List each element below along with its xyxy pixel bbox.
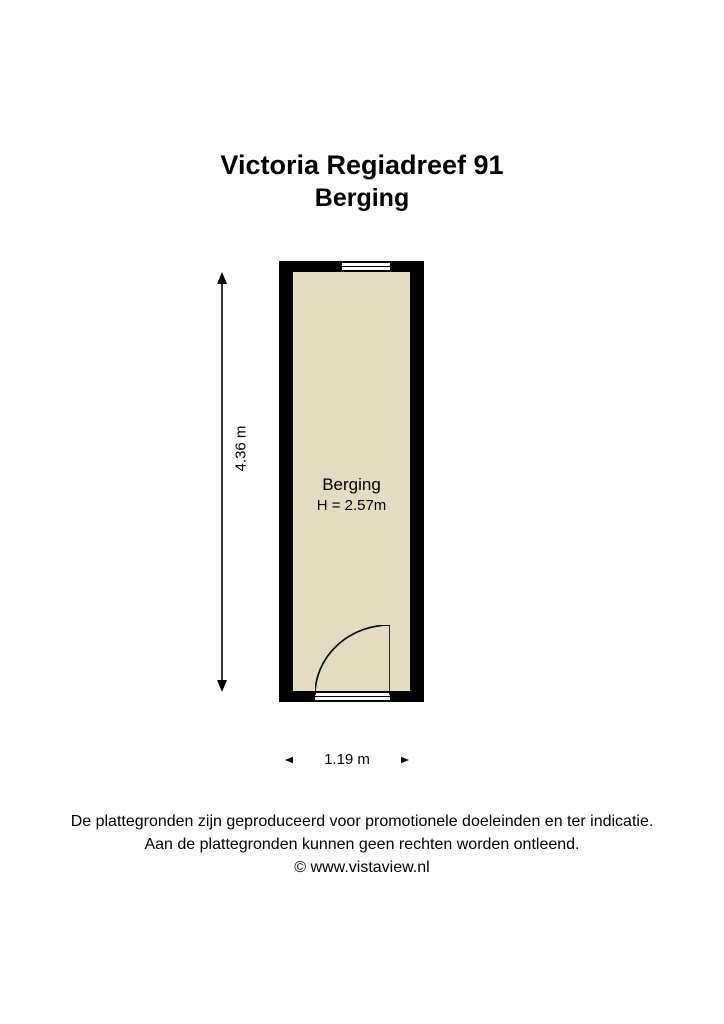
property-address: Victoria Regiadreef 91 [220,150,504,180]
vertical-dimension-label: 4.36 m [232,425,250,472]
horizontal-dimension-label: 1.19 m [293,750,401,770]
window-centerline-icon [342,266,390,267]
footer-line-1: De plattegronden zijn geproduceerd voor promotionele doeleinden en ter indicatie. [70,813,654,830]
footer-disclaimer [0,810,724,879]
floor-plan-name: Berging [314,184,410,212]
footer-copyright: © www.vistaview.nl [294,859,430,876]
room-name: Berging [322,475,381,494]
room-height: H = 2.57m [316,497,387,514]
footer-line-2: Aan de plattegronden kunnen geen rechten worden ontleend. [144,836,580,853]
door-swing-arc-icon [315,625,390,695]
room-label [293,474,410,516]
door-centerline-icon [315,696,390,697]
